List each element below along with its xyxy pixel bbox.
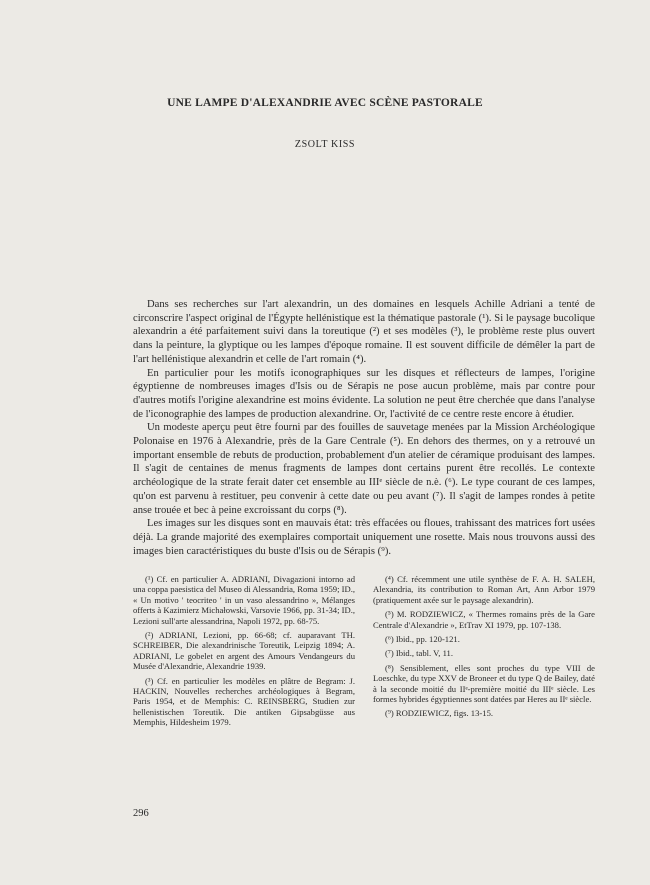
author-name: ZSOLT KISS [294,139,356,150]
footnote-9: (⁹) RODZIEWICZ, figs. 13-15. [385,708,494,719]
footnotes [133,574,595,732]
body-text [133,298,595,558]
footnote-1: (¹) Cf. en particulier A. ADRIANI, Divagazioni intorno ad una coppa paesistica del Museo di Alessandria, Roma 1959; ID., « Un motivo ' teocriteo ' in un vaso alessandrino », Mélanges offerts à Kazimierz Michałowski, Varsovie 1966, pp. 31-34; ID., Lezioni sull'arte alessandrina, Napoli 1972, pp. 68-75. [133,574,355,626]
footnotes-left-column [133,574,355,732]
footnote-6: (⁶) Ibid., pp. 120-121. [385,634,460,645]
footnote-5: (⁵) M. RODZIEWICZ, « Thermes romains près de la Gare Centrale d'Alexandrie », EtTrav XI 1979, pp. 107-138. [373,609,595,630]
footnote-4: (⁴) Cf. récemment une utile synthèse de F. A. H. SALEH, Alexandria, its contribution to Roman Art, Ann Arbor 1979 (pratiquement axée sur le paysage alexandrin). [373,574,595,605]
footnotes-right-column [373,574,595,732]
footnote-3: (³) Cf. en particulier les modèles en plâtre de Begram: J. HACKIN, Nouvelles recherches archéologiques à Begram, Paris 1954, et de Memphis: C. REINSBERG, Studien zur hellenistischen Toreutik. Die antiken Gipsabgüsse aus Memphis, Hildesheim 1979. [133,675,355,728]
footnote-7: (⁷) Ibid., tabl. V, 11. [385,648,454,659]
paragraph-2: En particulier pour les motifs iconographiques sur les disques et réflecteurs de lampes, l'origine égyptienne de nombreuses images d'Isis ou de Sérapis ne pose aucun problème, mais par contre pour d'autres motifs l'origine alexandrine est moins évidente. La solution ne peut être cherchée que dans l'analyse de l'iconographie des lampes de production alexandrine. Or, l'activité de ce centre reste encore à étudier. [133,367,595,420]
footnote-8: (⁸) Sensiblement, elles sont proches du type VIII de Loeschke, du type XXV de Broneer et du type Q de Bailey, daté à la seconde moitié du IIᵉ-première moitié du IIIᵉ siècle. Les formes hybrides égyptiennes sont datées par Heres au IIᵉ siècle. [373,662,595,705]
paragraph-4: Les images sur les disques sont en mauvais état: très effacées ou floues, trahissant des matrices fort usées déjà. La grande majorité des exemplaires comportait uniquement une rosette. Mais nous trouvons aussi des images bien caractéristiques du buste d'Isis ou de Sérapis (⁹). [133,518,595,557]
footnote-2: (²) ADRIANI, Lezioni, pp. 66-68; cf. auparavant TH. SCHREIBER, Die alexandrinische Toreutik, Leipzig 1894; A. ADRIANI, Le gobelet en argent des Amours Vendangeurs du Musée d'Alexandrie, Alexandrie 1939. [133,630,355,672]
page-number: 296 [133,808,149,819]
article-title: UNE LAMPE D'ALEXANDRIE AVEC SCÈNE PASTORALE [167,97,483,109]
paragraph-3: Un modeste aperçu peut être fourni par des fouilles de sauvetage menées par la Mission Archéologique Polonaise en 1976 à Alexandrie, près de la Gare Centrale (⁵). En dehors des thermes, on y a retrouvé un important ensemble de rebuts de production, probablement d'un atelier de céramique produisant des lampes. Il s'agit de centaines de menus fragments de lampes dont certains purent être recollés. Le contexte archéologique de la strate ferait dater cet ensemble au IIIᵉ siècle de n.è. (⁶). Le type courant de ces lampes, qu'on est parvenu à restituer, peu convenir à cette date ou peu avant (⁷). Il s'agit de lampes rondes à petite anse trouée et bec à peine excroissant du corps (⁸). [133,422,595,516]
paragraph-1: Dans ses recherches sur l'art alexandrin, un des domaines en lesquels Achille Adriani a tenté de circonscrire l'aspect original de l'Égypte hellénistique est la thématique pastorale (¹). Si le paysage bucolique alexandrin a été parfaitement suivi dans la toreutique (²) et ses modèles (³), le problème reste plus ouvert dans la peinture, la glyptique ou les lampes d'époque romaine. Il est souvent difficile de démêler la part de l'art hellénistique alexandrin et celle de l'art romain (⁴). [133,299,595,365]
